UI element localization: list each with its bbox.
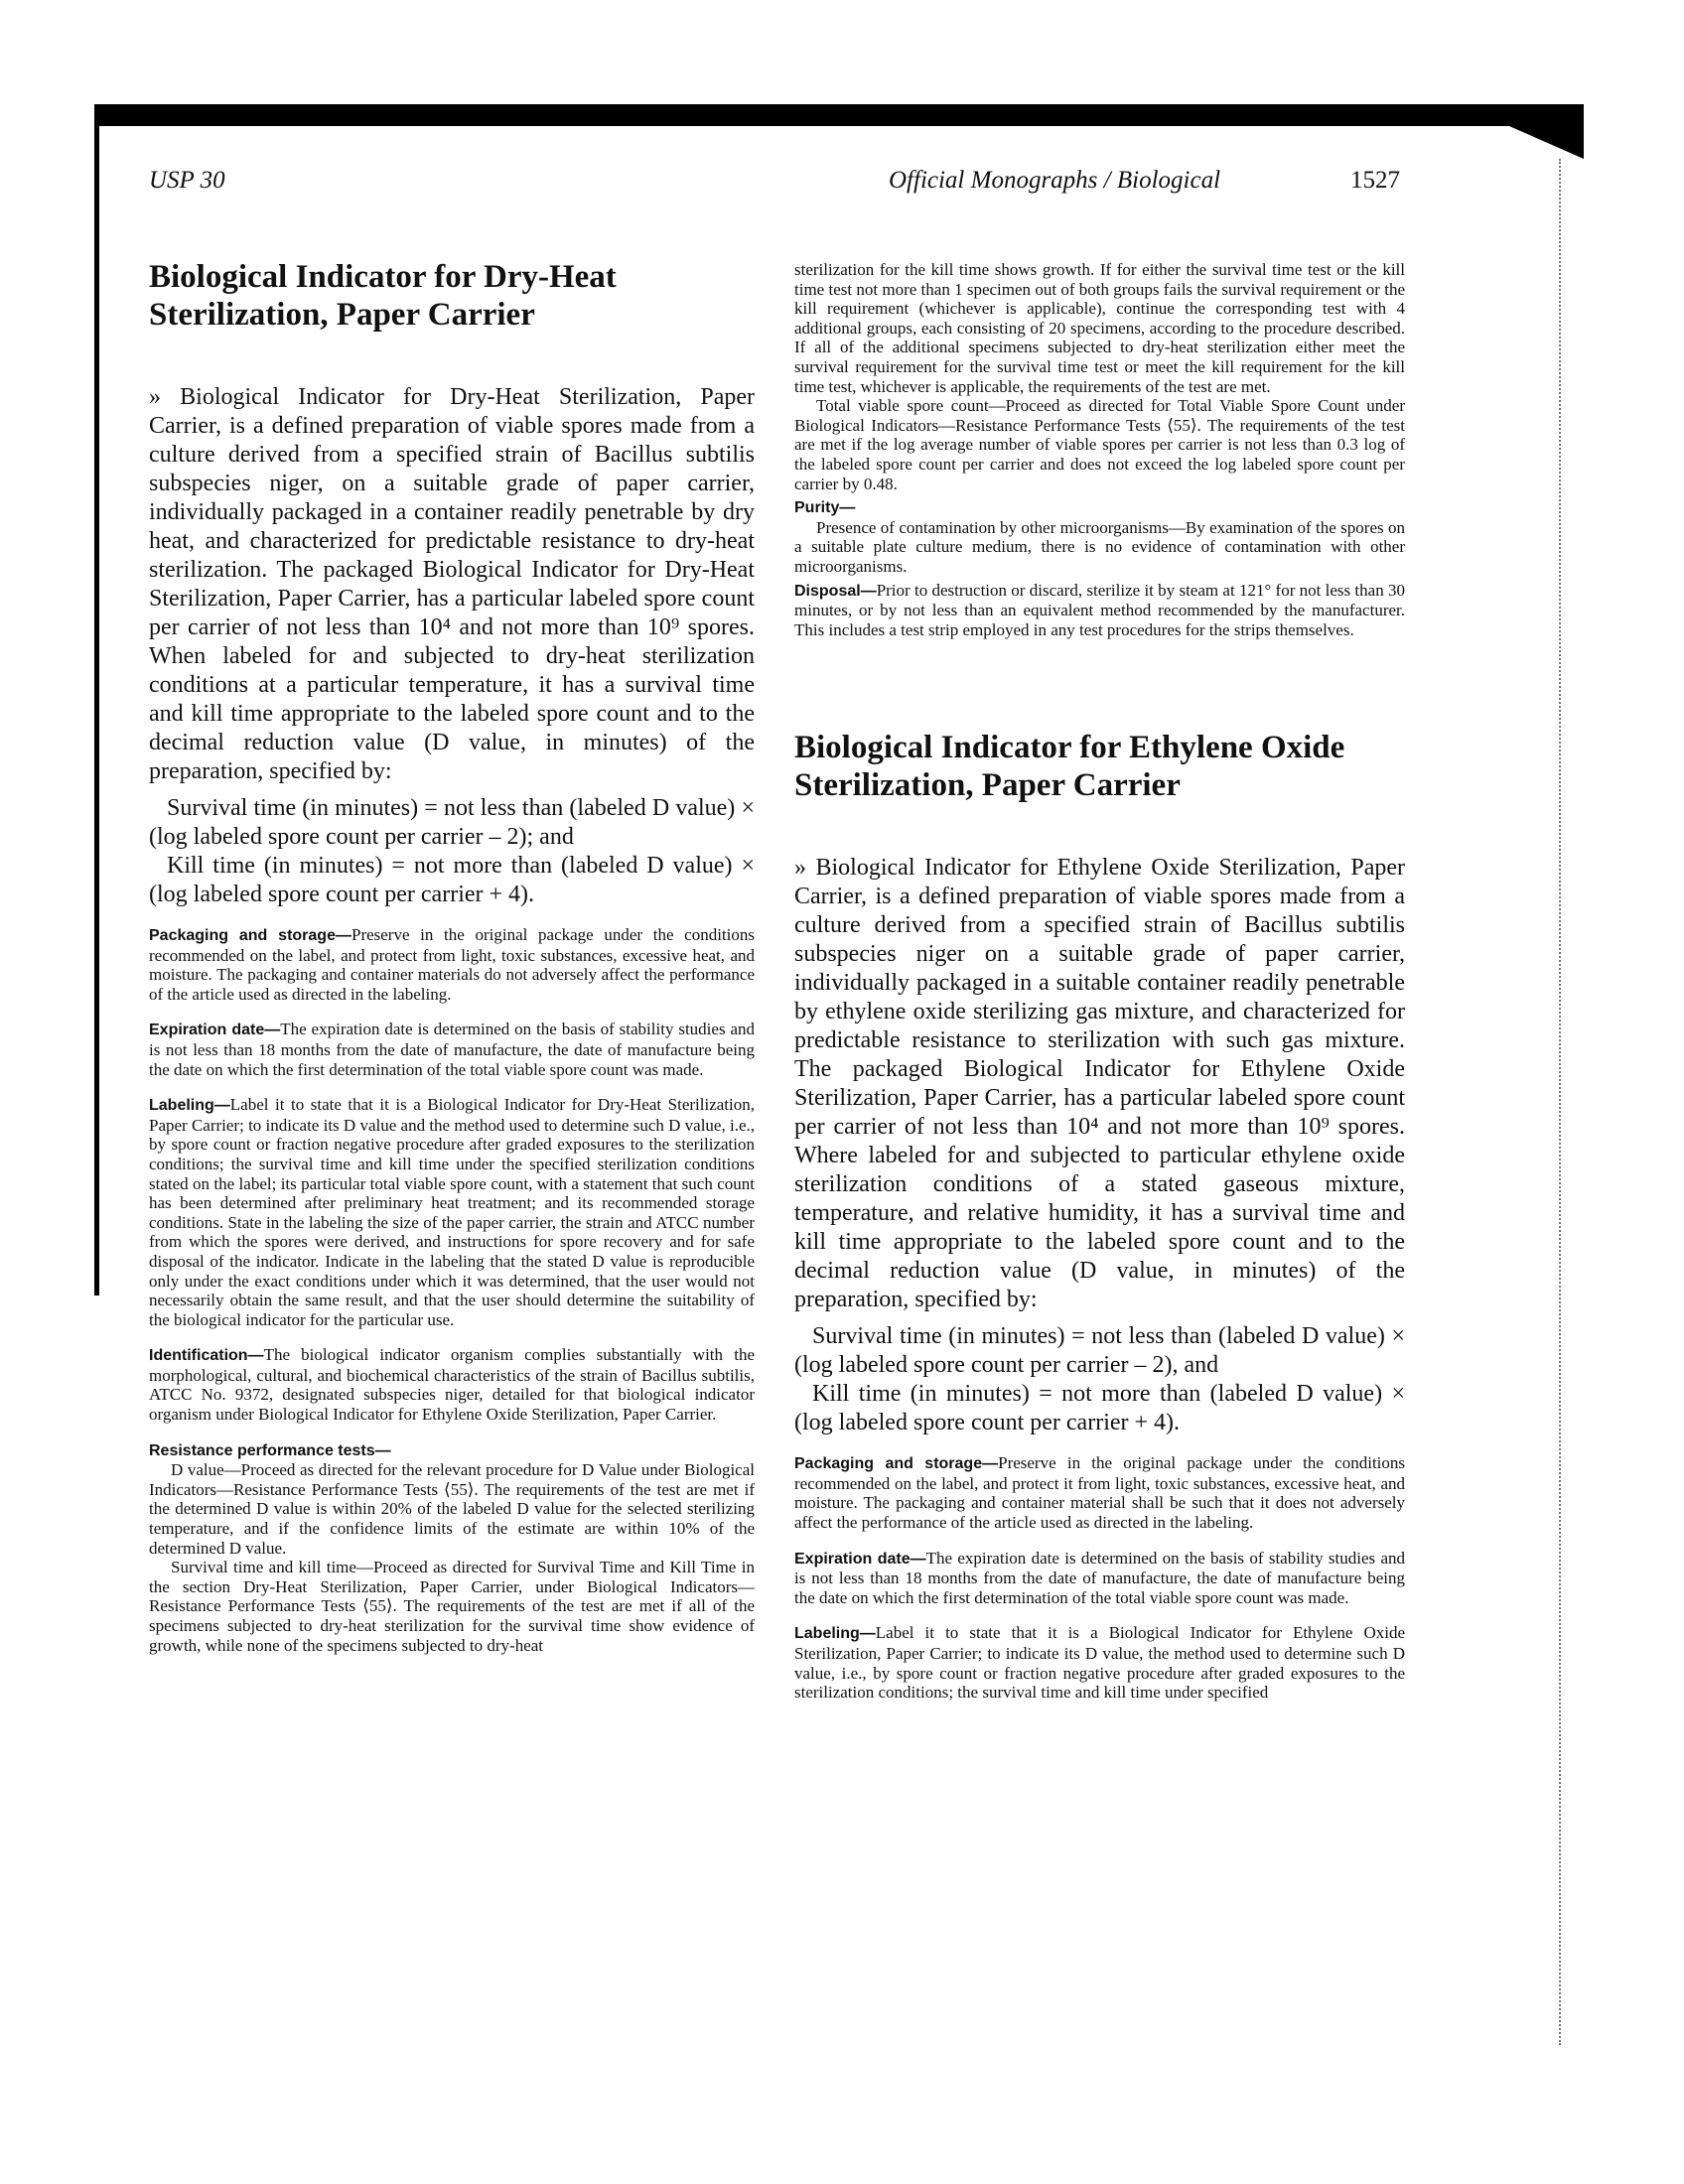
total-viable-spore-count: Total viable spore count—Proceed as directed for Total Viable Spore Count under Biological Indicators—Resistance Performance Tests ⟨55⟩. The requirements of the test are met if the log average number of viable spores per carrier is not less than 0.3 log of the labeled spore count per carrier and does not exceed the log labeled spore count per carrier by 0.48. bbox=[794, 396, 1405, 493]
page-number: 1527 bbox=[1350, 167, 1400, 194]
kill-time-formula: Kill time (in minutes) = not more than (labeled D value) × (log labeled spore count per carrier + 4). bbox=[794, 1381, 1405, 1436]
left-column bbox=[149, 258, 755, 1655]
section-heading: Labeling— bbox=[149, 1097, 230, 1115]
contamination-subsection: Presence of contamination by other microorganisms—By examination of the spores on a suitable plate culture medium, there is no evidence of contamination with other microorganisms. bbox=[794, 517, 1405, 576]
section-heading: Packaging and storage— bbox=[149, 927, 351, 944]
expiration-section bbox=[794, 1549, 1405, 1608]
page-border-left bbox=[94, 104, 99, 1296]
page-border-top bbox=[94, 104, 1584, 126]
section-text: Preserve in the original package under the conditions recommended on the label, and protect from light, toxic substances, excessive heat, and moisture. The packaging and container materials do not adversely affect the performance of the article used as directed in the labeling. bbox=[149, 925, 755, 1004]
page-border-corner bbox=[1509, 104, 1584, 159]
labeling-section bbox=[794, 1623, 1405, 1702]
kill-time-formula: Kill time (in minutes) = not more than (labeled D value) × (log labeled spore count per carrier + 4). bbox=[149, 853, 755, 907]
section-heading: Expiration date— bbox=[794, 1550, 926, 1568]
purity-section bbox=[794, 497, 1405, 518]
section-heading: Disposal— bbox=[794, 582, 877, 600]
section-text: The biological indicator organism complies substantially with the morphological, cultural, and biochemical characteristics of the strain of Bacillus subtilis, ATCC No. 9372, designated subspecies niger, detailed for that biological indicator organism under Biological Indicator for Ethylene Oxide Sterilization, Paper Carrier. bbox=[149, 1345, 755, 1425]
running-head-center: Official Monographs / Biological bbox=[889, 167, 1221, 194]
monograph-definition: » Biological Indicator for Dry-Heat Sterilization, Paper Carrier, is a defined preparation of viable spores made from a culture derived from a specified strain of Bacillus subtilis subspecies niger, on a suitable grade of paper carrier, individually packaged in a container readily penetrable by dry heat, and characterized for predictable resistance to dry-heat sterilization. The packaged Biological Indicator for Dry-Heat Sterilization, Paper Carrier, has a particular labeled spore count per carrier of not less than 10⁴ and not more than 10⁹ spores. When labeled for and subjected to dry-heat sterilization conditions at a particular temperature, it has a survival time and kill time appropriate to the labeled spore count and to the decimal reduction value (D value, in minutes) of the preparation, specified by: bbox=[149, 384, 755, 784]
running-header bbox=[149, 167, 1400, 206]
section-heading: Expiration date— bbox=[149, 1022, 281, 1039]
continued-text: sterilization for the kill time shows growth. If for either the survival time test or the kill time test not more than 1 specimen out of both groups fails the survival requirement or the kill requirement (whichever is applicable), continue the corresponding test with 4 additional groups, each consisting of 20 specimens, according to the procedure described. If all of the additional specimens subjected to dry-heat sterilization either meet the survival requirement for the survival time test or meet the kill requirement for the kill time test, whichever is applicable, the requirements of the test are met. bbox=[794, 260, 1405, 396]
survival-kill-subsection: Survival time and kill time—Proceed as directed for Survival Time and Kill Time in the section Dry-Heat Sterilization, Paper Carrier, under Biological Indicators—Resistance Performance Tests ⟨55⟩. The requirements of the test are met if all of the specimens subjected to dry-heat sterilization for the survival time show evidence of growth, while none of the specimens subjected to dry-heat bbox=[149, 1558, 755, 1655]
section-text: Preserve in the original package under the conditions recommended on the label, and protect it from light, toxic substances, excessive heat, and moisture. The packaging and container material shall be such that it does not adversely affect the performance of the article used as directed in the labeling. bbox=[794, 1453, 1406, 1533]
resistance-section bbox=[149, 1440, 755, 1461]
section-text: Label it to state that it is a Biological Indicator for Dry-Heat Sterilization, Paper Carrier; to indicate its D value and the method used to determine such D value, i.e., by spore count or fraction negative procedure after graded exposures to the sterilization conditions; the survival time and kill time under the specified sterilization conditions stated on the label; its particular total viable spore count, with a statement that such count has been determined after preliminary heat treatment; and its recommended storage conditions. State in the labeling the size of the paper carrier, the strain and ATCC number from which the spores were derived, and instructions for spore recovery and for safe disposal of the indicator. Indicate in the labeling that the stated D value is reproducible only under the exact conditions under which it was determined, that the user would not necessarily obtain the same result, and that the user should determine the suitability of the biological indicator for the particular use. bbox=[149, 1095, 755, 1329]
section-heading: Purity— bbox=[794, 499, 856, 517]
running-head-left: USP 30 bbox=[149, 167, 225, 194]
d-value-subsection: D value—Proceed as directed for the relevant procedure for D Value under Biological Indicators—Resistance Performance Tests ⟨55⟩. The requirements of the test are met if the determined D value is within 20% of the labeled D value for the selected sterilizing temperature, and if the confidence limits of the estimate are within 10% of the determined D value. bbox=[149, 1460, 755, 1558]
identification-section bbox=[149, 1345, 755, 1424]
right-column bbox=[794, 260, 1405, 1703]
packaging-section bbox=[149, 925, 755, 1004]
labeling-section bbox=[149, 1095, 755, 1329]
section-text: The expiration date is determined on the basis of stability studies and is not less than 18 months from the date of manufacture, the date of manufacture being the date on which the first determination of the total viable spore count was made. bbox=[794, 1548, 1405, 1607]
expiration-section bbox=[149, 1020, 755, 1079]
monograph-title-dry-heat: Biological Indicator for Dry-Heat Sterilization, Paper Carrier bbox=[149, 259, 617, 333]
right-margin-marks bbox=[1559, 159, 1563, 2045]
section-text: The expiration date is determined on the basis of stability studies and is not less than 18 months from the date of manufacture, the date of manufacture being the date on which the first determination of the total viable spore count was made. bbox=[149, 1020, 756, 1079]
monograph-definition: » Biological Indicator for Ethylene Oxide Sterilization, Paper Carrier, is a defined preparation of viable spores made from a culture derived from a specified strain of Bacillus subtilis subspecies niger on a suitable grade of paper carrier, individually packaged in a suitable container readily penetrable by ethylene oxide sterilizing gas mixture, and characterized for predictable resistance to sterilization with such gas mixture. The packaged Biological Indicator for Ethylene Oxide Sterilization, Paper Carrier, has a particular labeled spore count per carrier of not less than 10⁴ and not more than 10⁹ spores. Where labeled for and subjected to particular ethylene oxide sterilization conditions of a stated gaseous mixture, temperature, and relative humidity, it has a survival time and kill time appropriate to the labeled spore count and to the decimal reduction value (D value, in minutes) of the preparation, specified by: bbox=[794, 855, 1405, 1313]
packaging-section bbox=[794, 1453, 1405, 1532]
section-heading: Identification— bbox=[149, 1347, 264, 1365]
survival-time-formula: Survival time (in minutes) = not less than (labeled D value) × (log labeled spore count per carrier – 2); and bbox=[149, 795, 755, 850]
disposal-section bbox=[794, 581, 1405, 640]
monograph-title-ethylene-oxide: Biological Indicator for Ethylene Oxide Sterilization, Paper Carrier bbox=[794, 730, 1345, 804]
section-heading: Packaging and storage— bbox=[794, 1455, 999, 1473]
section-heading: Resistance performance tests— bbox=[149, 1441, 391, 1459]
section-text: Label it to state that it is a Biological Indicator for Ethylene Oxide Sterilization, Paper Carrier; to indicate its D value, the method used to determine such D value, i.e., by spore count or fraction negative procedure after graded exposures to the sterilization conditions; the survival time and kill time under specified bbox=[794, 1623, 1405, 1703]
section-heading: Labeling— bbox=[794, 1625, 876, 1643]
survival-time-formula: Survival time (in minutes) = not less than (labeled D value) × (log labeled spore count per carrier – 2), and bbox=[794, 1323, 1405, 1379]
section-text: Prior to destruction or discard, sterilize it by steam at 121° for not less than 30 minutes, or by not less than an equivalent method recommended by the manufacturer. This includes a test strip employed in any test procedures for the strips themselves. bbox=[794, 580, 1405, 639]
